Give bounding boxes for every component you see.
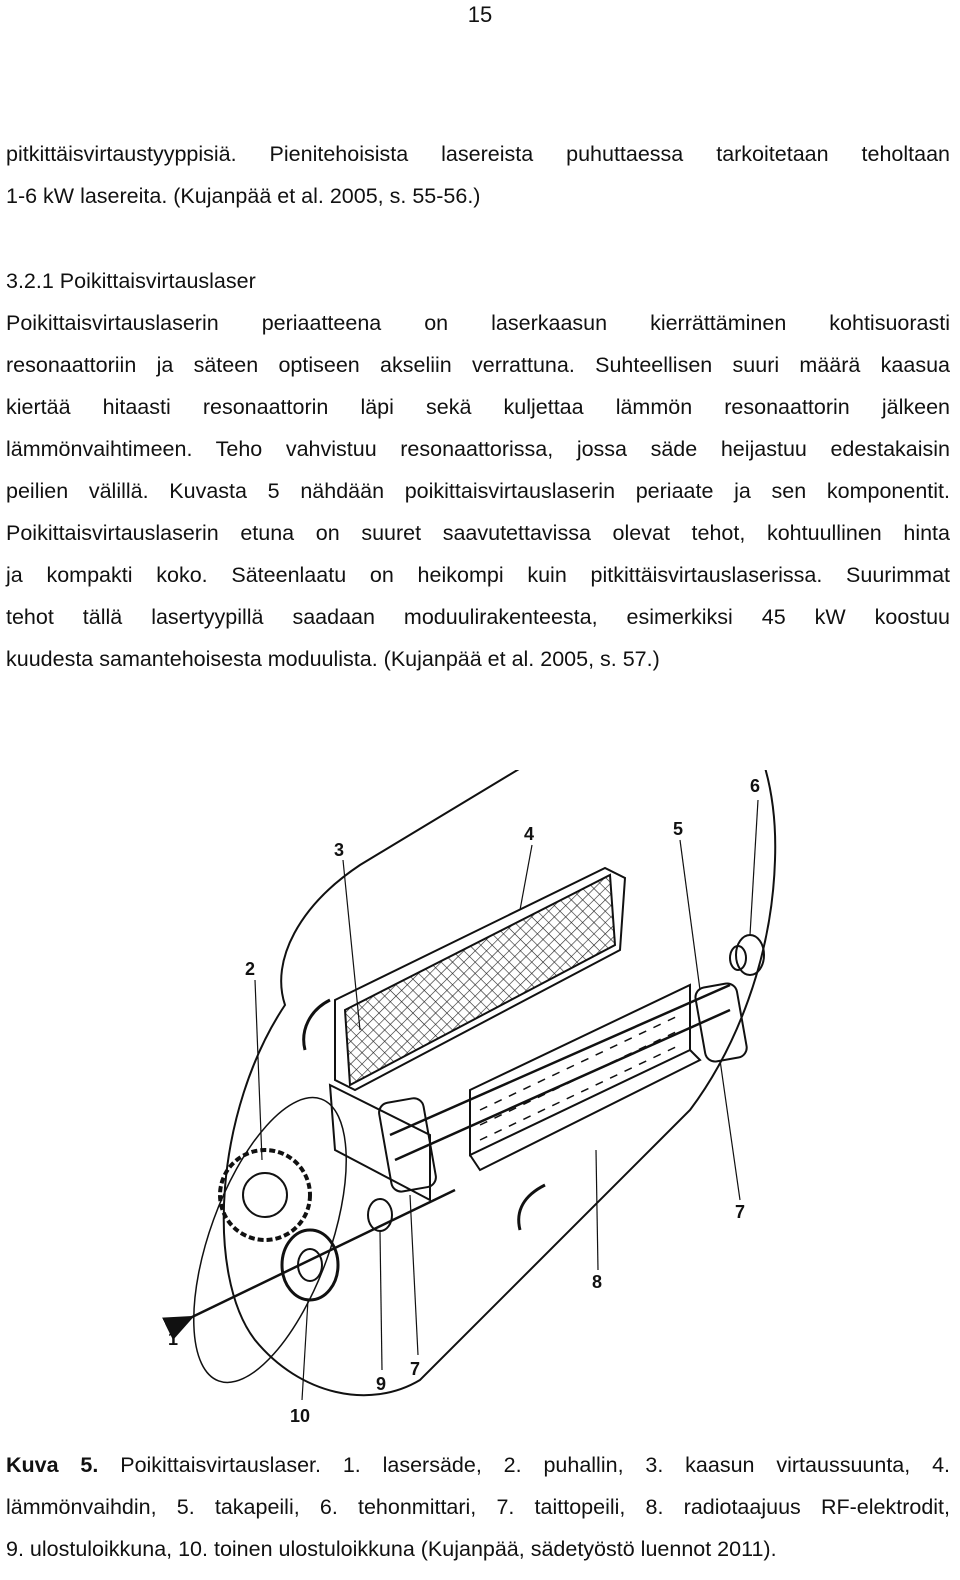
callout-label: 1 [168,1329,179,1349]
laser-diagram-figure [150,770,810,1430]
page-number: 15 [467,2,493,27]
callout-label: 7 [410,1359,421,1379]
paragraph-line: peilien välillä. Kuvasta 5 nähdään poikittaisvirtauslaserin periaate ja sen komponentit. [6,479,950,503]
paragraph-line: ja kompakti koko. Säteenlaatu on heikompi kuin pitkittäisvirtauslaserissa. Suurimmat [6,563,950,587]
callout-label: 2 [245,959,256,979]
section-heading: 3.2.1 Poikittaisvirtauslaser [6,269,256,293]
paragraph-line: lämmönvaihtimeen. Teho vahvistuu resonaattorissa, jossa säde heijastuu edestakaisin [6,437,950,461]
callout-label: 10 [290,1406,311,1426]
callout-label: 7 [735,1202,746,1222]
caption-line [6,1444,950,1486]
paragraph-line: Poikittaisvirtauslaserin periaatteena on laserkaasun kierrättäminen kohtisuorasti [6,311,950,335]
paragraph-body [6,302,950,680]
paragraph-line: kiertää hitaasti resonaattorin läpi sekä kuljettaa lämmön resonaattorin jälkeen [6,395,950,419]
paragraph-line: 1-6 kW lasereita. (Kujanpää et al. 2005, s. 55-56.) [6,184,481,208]
figure-caption [6,1444,950,1570]
callout-label: 9 [376,1374,387,1394]
housing-outline [224,770,775,1395]
second-output-window [282,1230,338,1300]
callout-label: 8 [592,1272,603,1292]
callout-label: 4 [524,824,535,844]
gas-flow-arrow [304,1000,330,1050]
caption-text: Poikittaisvirtauslaser. 1. lasersäde, 2. puhallin, 3. kaasun virtaussuunta, 4. [120,1453,951,1477]
callout-label: 6 [750,776,761,796]
paragraph-line: pitkittäisvirtaustyyppisiä. Pienitehoisista lasereista puhuttaessa tarkoitetaan teholtaan [6,142,950,166]
fan [220,1150,310,1240]
caption-label: Kuva 5. [6,1453,99,1477]
callout-label: 3 [334,840,345,860]
rf-electrodes [470,985,690,1155]
paragraph-line: resonaattoriin ja säteen optiseen akseliin verrattuna. Suhteellisen suuri määrä kaasua [6,353,950,377]
caption-line: lämmönvaihdin, 5. takapeili, 6. tehonmittari, 7. taittopeili, 8. radiotaajuus RF-elektrodit, [6,1495,950,1519]
callout-label: 5 [673,819,684,839]
paragraph-line: Poikittaisvirtauslaserin etuna on suuret saavutettavissa olevat tehot, kohtuullinen hinta [6,521,950,545]
paragraph-line: tehot tällä lasertyypillä saadaan moduulirakenteesta, esimerkiksi 45 kW koostuu [6,605,950,629]
paragraph-line: kuudesta samantehoisesta moduulista. (Kujanpää et al. 2005, s. 57.) [6,647,660,671]
caption-line: 9. ulostuloikkuna, 10. toinen ulostuloikkuna (Kujanpää, sädetyöstö luennot 2011). [6,1537,777,1561]
paragraph-intro [6,133,950,217]
